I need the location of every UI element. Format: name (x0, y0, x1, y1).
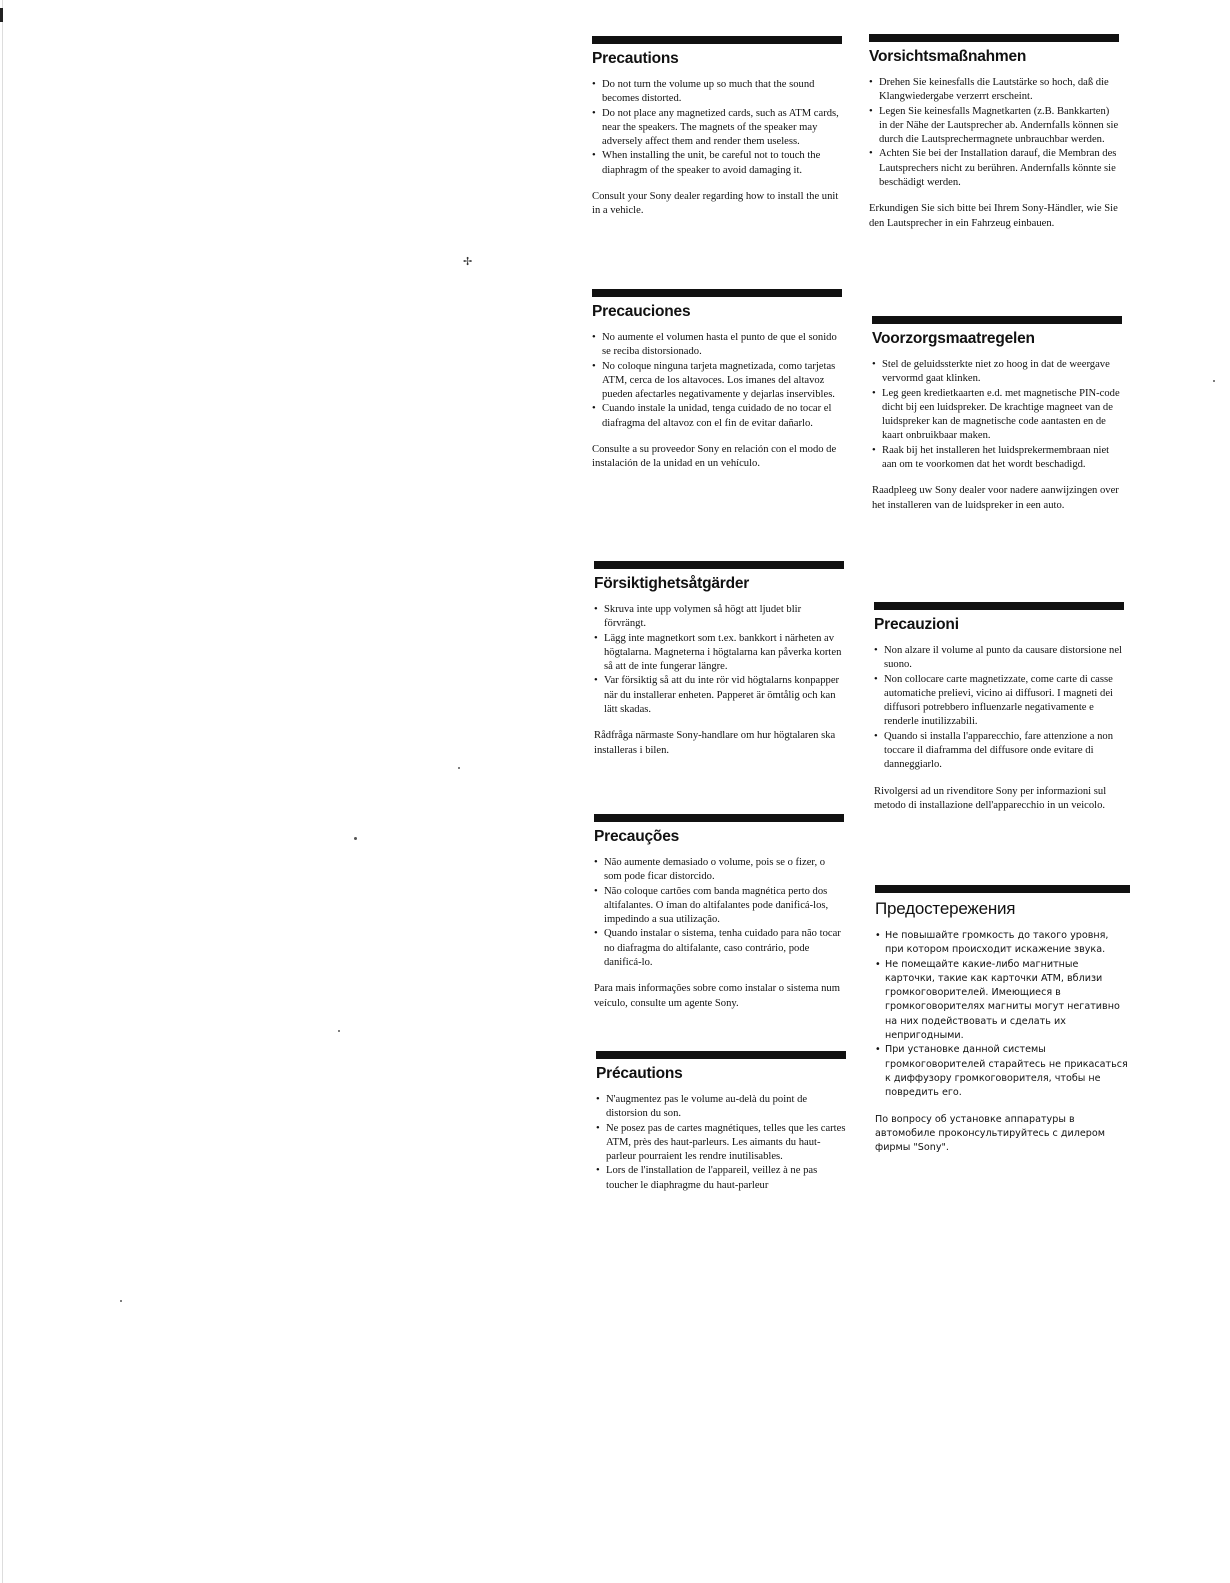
heading-english: Precautions (592, 50, 679, 67)
heading-bar (875, 885, 1130, 893)
scan-edge-line (2, 0, 3, 1583)
section-swedish (594, 561, 844, 769)
heading-dutch: Voorzorgsmaatregelen (872, 330, 1035, 347)
section-french (596, 1051, 846, 1193)
precaution-list-swedish (594, 603, 844, 717)
section-english (592, 36, 842, 229)
list-item: • При установке данной системы громкоговорителей старайтесь не прикасаться к диффузору громкоговорителя, чтобы не повредить его. (875, 1043, 1130, 1100)
precaution-list-spanish (592, 331, 842, 431)
section-italian (874, 602, 1124, 824)
list-item: • Drehen Sie keinesfalls die Lautstärke so hoch, daß die Klangwiedergabe verzerrt erscheint. (869, 76, 1119, 105)
scan-speck (354, 837, 357, 840)
list-item: • No aumente el volumen hasta el punto de que el sonido se reciba distorsionado. (592, 331, 842, 360)
list-item: • Lägg inte magnetkort som t.ex. bankkort i närheten av högtalarna. Magneterna i högtalarna kan påverka korten så att de inte fungerar längre. (594, 632, 844, 675)
list-item: • Não aumente demasiado o volume, pois se o fizer, o som pode ficar distorcido. (594, 856, 844, 885)
list-item: • Var försiktig så att du inte rör vid högtalarns konpapper när du installerar enheten. Papperet är ömtålig och kan lätt skadas. (594, 674, 844, 717)
list-item: • Non collocare carte magnetizzate, come carte di casse automatiche prelievi, vicino ai diffusori. I magneti dei diffusori potrebbero influenzarle negativamente e renderle inutilizzabili. (874, 673, 1124, 730)
section-spanish (592, 289, 842, 482)
list-item: • Do not place any magnetized cards, such as ATM cards, near the speakers. The magnets of the speaker may adversely affect them and render them useless. (592, 107, 842, 150)
list-item: • Stel de geluidssterkte niet zo hoog in dat de weergave vervormd gaat klinken. (872, 358, 1122, 387)
precaution-list-italian (874, 644, 1124, 773)
list-item: • Skruva inte upp volymen så högt att ljudet blir förvrängt. (594, 603, 844, 632)
dealer-note-swedish: Rådfråga närmaste Sony-handlare om hur högtalaren ska installeras i bilen. (594, 730, 836, 756)
scan-speck (338, 1030, 340, 1032)
heading-bar (594, 814, 844, 822)
section-german (869, 34, 1119, 242)
list-item: • Non alzare il volume al punto da causare distorsione nel suono. (874, 644, 1124, 673)
list-item: • Achten Sie bei der Installation darauf, die Membran des Lautsprechers nicht zu berühren. Andernfalls könnte sie beschädigt werden. (869, 147, 1119, 190)
precaution-list-portuguese (594, 856, 844, 970)
heading-german: Vorsichtsmaßnahmen (869, 48, 1027, 65)
list-item: • Cuando instale la unidad, tenga cuidado de no tocar el diafragma del altavoz con el fin de evitar dañarlo. (592, 402, 842, 431)
dealer-note-portuguese: Para mais informações sobre como instalar o sistema num veículo, consulte um agente Sony. (594, 983, 840, 1009)
precaution-list-french (596, 1093, 846, 1193)
heading-bar (592, 36, 842, 44)
dealer-note-english: Consult your Sony dealer regarding how to install the unit in a vehicle. (592, 191, 839, 217)
dealer-note-russian: По вопросу об установке аппаратуры в автомобиле проконсультируйтесь с дилером фирмы "Sony". (875, 1113, 1105, 1154)
list-item: • No coloque ninguna tarjeta magnetizada, como tarjetas ATM, cerca de los altavoces. Los imanes del altavoz pueden afectarles negativamente y dejarlas inservibles. (592, 360, 842, 403)
precaution-list-english (592, 78, 842, 178)
list-item: • Lors de l'installation de l'appareil, veillez à ne pas toucher le diaphragme du haut-parleur (596, 1164, 846, 1193)
list-item: • Legen Sie keinesfalls Magnetkarten (z.B. Bankkarten) in der Nähe der Lautsprecher ab. Andernfalls können sie durch die Lautsprechermagnete unbrauchbar werden. (869, 105, 1119, 148)
scan-speck (1213, 380, 1215, 382)
precaution-list-russian (875, 929, 1130, 1101)
heading-bar (872, 316, 1122, 324)
list-item: • Não coloque cartões com banda magnética perto dos altifalantes. O íman do altifalantes pode danificá-los, impedindo a sua utilização. (594, 885, 844, 928)
heading-bar (869, 34, 1119, 42)
heading-russian: Предостережения (875, 899, 1016, 918)
stray-mark: ✢ (463, 256, 473, 268)
precaution-list-dutch (872, 358, 1122, 472)
heading-bar (596, 1051, 846, 1059)
dealer-note-spanish: Consulte a su proveedor Sony en relación con el modo de instalación de la unidad en un vehículo. (592, 444, 837, 470)
section-dutch (872, 316, 1122, 524)
dealer-note-italian: Rivolgersi ad un rivenditore Sony per informazioni sul metodo di installazione dell'apparecchio in un veicolo. (874, 785, 1107, 811)
section-portuguese (594, 814, 844, 1022)
list-item: • Raak bij het installeren het luidsprekermembraan niet aan om te voorkomen dat het wordt beschadigd. (872, 444, 1122, 473)
dealer-note-german: Erkundigen Sie sich bitte bei Ihrem Sony-Händler, wie Sie den Lautsprecher in ein Fahrzeug einbauen. (869, 203, 1118, 229)
scan-speck (458, 767, 460, 769)
heading-italian: Precauzioni (874, 616, 959, 633)
scan-edge-mark (0, 8, 3, 22)
list-item: • Ne posez pas de cartes magnétiques, telles que les cartes ATM, près des haut-parleurs. Les aimants du haut-parleur pourraient les rendre inutilisables. (596, 1122, 846, 1165)
list-item: • Quando instalar o sistema, tenha cuidado para não tocar no diafragma do altifalante, caso contrário, pode danificá-lo. (594, 927, 844, 970)
list-item: • Не повышайте громкость до такого уровня, при котором происходит искажение звука. (875, 929, 1130, 958)
heading-spanish: Precauciones (592, 303, 691, 320)
list-item: • Quando si installa l'apparecchio, fare attenzione a non toccare il diaframma del diffusore onde evitare di danneggiarlo. (874, 730, 1124, 773)
heading-swedish: Försiktighetsåtgärder (594, 575, 750, 592)
heading-french: Précautions (596, 1065, 683, 1082)
heading-bar (594, 561, 844, 569)
list-item: • Не помещайте какие-либо магнитные карточки, такие как карточки ATM, вблизи громкоговорителей. Имеющиеся в громкоговорителях магниты могут негативно на них подействовать и сделать их непригодными. (875, 958, 1130, 1044)
precaution-list-german (869, 76, 1119, 190)
heading-bar (874, 602, 1124, 610)
list-item: • Do not turn the volume up so much that the sound becomes distorted. (592, 78, 842, 107)
scan-speck (120, 1300, 122, 1302)
list-item: • When installing the unit, be careful not to touch the diaphragm of the speaker to avoid damaging it. (592, 149, 842, 178)
list-item: • N'augmentez pas le volume au-delà du point de distorsion du son. (596, 1093, 846, 1122)
section-russian (875, 885, 1130, 1165)
heading-bar (592, 289, 842, 297)
heading-portuguese: Precauções (594, 828, 680, 845)
dealer-note-dutch: Raadpleeg uw Sony dealer voor nadere aanwijzingen over het installeren van de luidspreker in een auto. (872, 485, 1119, 511)
list-item: • Leg geen kredietkaarten e.d. met magnetische PIN-code dicht bij een luidspreker. De krachtige magneet van de luidspreker kan de magnetische code aantasten en de kaart onbruikbaar maken. (872, 387, 1122, 444)
